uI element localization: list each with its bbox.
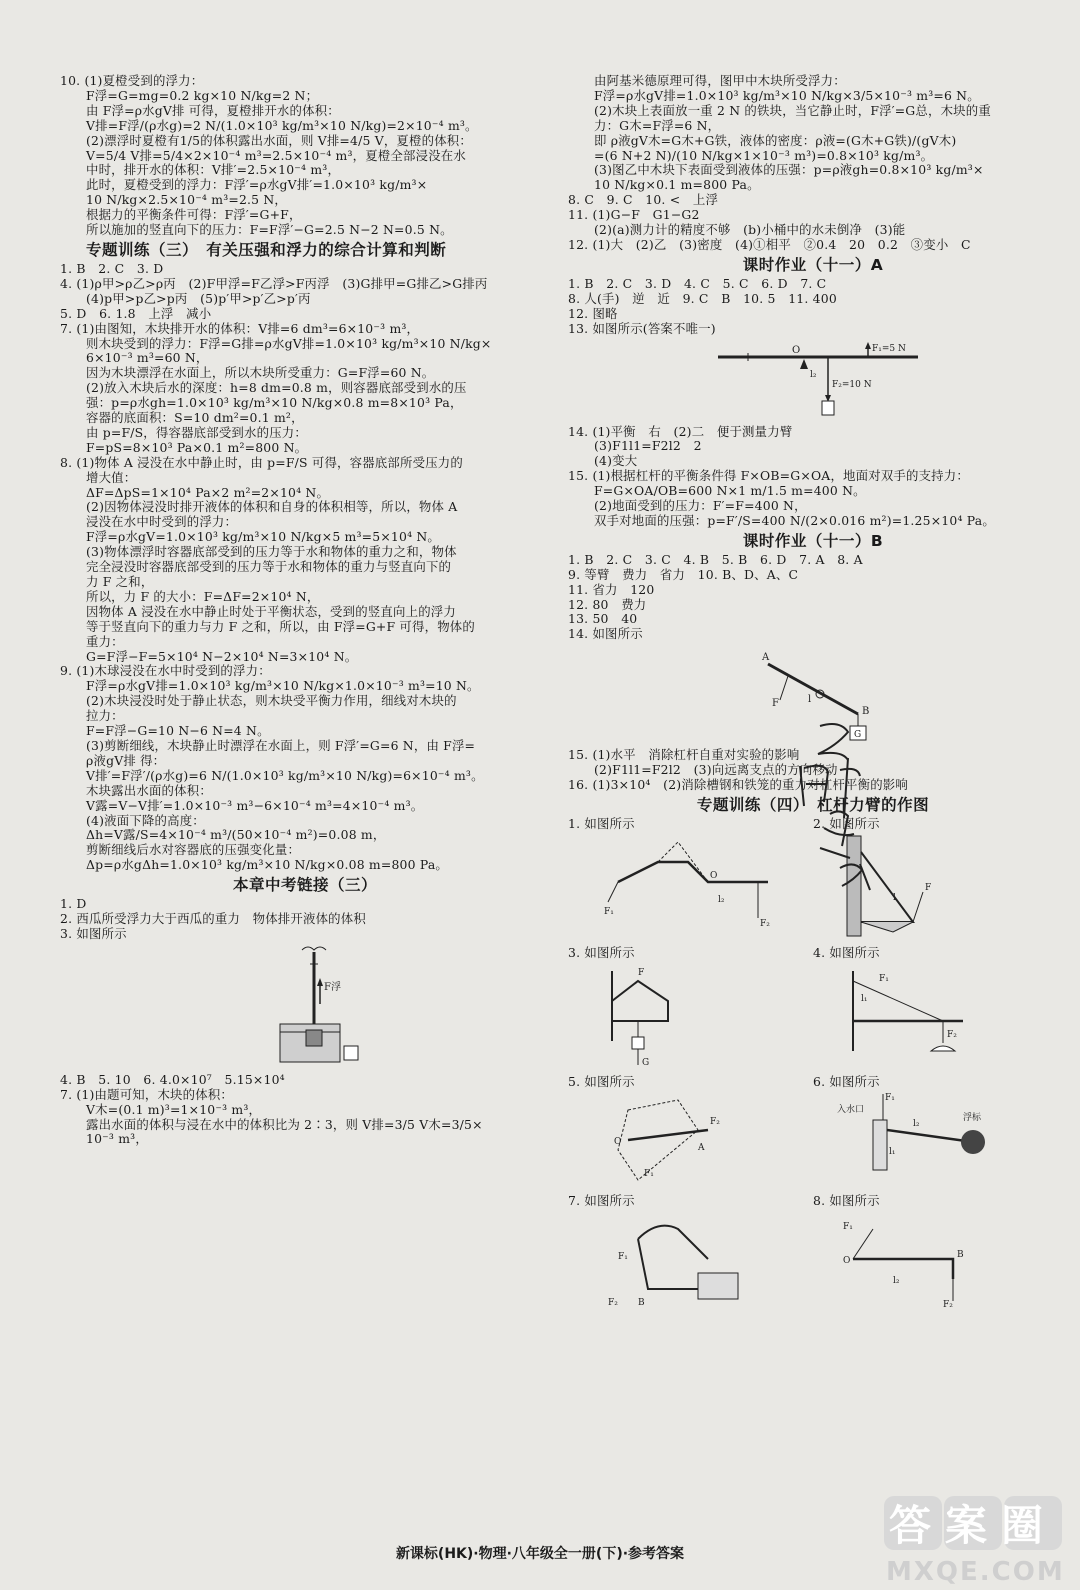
answer-line: 强：p=ρ水gh=1.0×10³ kg/m³×10 N/kg×0.8 m=8×10³ Pa， bbox=[86, 395, 463, 411]
answer-line: 完全浸没时容器底部受到的压力等于水和物体的重力与竖直向下的 bbox=[86, 559, 452, 575]
answer-line: 8. 人(手) 逆 近 9. C B 10. 5 11. 400 bbox=[568, 290, 837, 306]
answer-line: 增大值： bbox=[86, 469, 137, 485]
answer-line: ρ液gV排 得： bbox=[86, 752, 166, 768]
f2-label: F₂=10 N bbox=[832, 379, 872, 390]
figure-caption: 3. 如图所示 bbox=[568, 944, 635, 960]
answer-line: (2)漂浮时夏橙有1/5的体积露出水面，则 V排=4/5 V，夏橙的体积： bbox=[86, 132, 472, 148]
figure-cell-f4 bbox=[813, 946, 1058, 1075]
left-column bbox=[60, 74, 550, 1147]
section-heading: 本章中考链接（三） bbox=[232, 876, 377, 895]
answer-line: 14. (1)平衡 右 (2)二 便于测量力臂 bbox=[568, 423, 793, 439]
watermark-url: MXQE.COM bbox=[886, 1557, 1065, 1587]
svg-text:F₂: F₂ bbox=[760, 918, 770, 929]
answer-line: 4. (1)ρ甲>ρ乙>ρ丙 (2)F甲浮=F乙浮>F丙浮 (3)G排甲=G排乙>G排丙 bbox=[60, 275, 488, 291]
answer-line: 双手对地面的压强：p=F′/S=400 N/(2×0.016 m²)=1.25×10⁴ Pa。 bbox=[594, 512, 995, 528]
section-heading: 课时作业（十一）A bbox=[742, 255, 884, 274]
figure-caption: 5. 如图所示 bbox=[568, 1073, 635, 1089]
figure-caption: 8. 如图所示 bbox=[813, 1192, 880, 1208]
svg-text:l₂: l₂ bbox=[913, 1118, 920, 1129]
answer-line: 8. C 9. C 10. < 上浮 bbox=[568, 192, 719, 208]
svg-text:F: F bbox=[638, 967, 645, 978]
svg-text:F₁: F₁ bbox=[618, 1251, 628, 1262]
svg-text:A: A bbox=[698, 1142, 705, 1153]
answer-line: 因为木块漂浮在水面上，所以木块所受重力：G=F浮=60 N。 bbox=[86, 365, 435, 381]
answer-line: F=pS=8×10³ Pa×0.1 m²=800 N。 bbox=[86, 439, 308, 455]
handwritten-scribble bbox=[760, 718, 910, 898]
figure-caption: 7. 如图所示 bbox=[568, 1192, 635, 1208]
svg-text:G: G bbox=[854, 730, 862, 741]
answer-line: 4. B 5. 10 6. 4.0×10⁷ 5.15×10⁴ bbox=[60, 1071, 285, 1087]
svg-text:F₁: F₁ bbox=[885, 1092, 895, 1103]
page-footer: 新课标(HK)·物理·八年级全一册(下)·参考答案 bbox=[395, 1546, 685, 1562]
answer-line: 13. 50 40 bbox=[568, 611, 638, 627]
svg-text:F: F bbox=[925, 882, 932, 893]
figure-row bbox=[568, 1194, 1058, 1313]
svg-text:F₁: F₁ bbox=[644, 1168, 654, 1179]
answer-line: 7. (1)由图知，木块排开水的体积：V排=6 dm³=6×10⁻³ m³， bbox=[60, 320, 420, 336]
section-heading: 课时作业（十一）B bbox=[742, 531, 884, 550]
answer-line: 9. (1)木球浸没在水中时受到的浮力： bbox=[60, 663, 271, 679]
svg-text:B: B bbox=[862, 706, 870, 718]
buoyancy-figure bbox=[60, 944, 550, 1069]
answer-line: (2)放入木块后水的深度：h=8 dm=0.8 m，则容器底部受到水的压 bbox=[86, 380, 467, 396]
figure-cell-f3 bbox=[568, 946, 813, 1075]
answer-line: 16. (1)3×10⁴ (2)消除槽钢和铁笼的重力对杠杆平衡的影响 bbox=[568, 777, 908, 793]
answer-line: (4)p甲>p乙>p丙 (5)p′甲>p′乙>p′丙 bbox=[86, 290, 311, 306]
answer-line: 1. B 2. C 3. D 4. C 5. C 6. D 7. C bbox=[568, 275, 827, 291]
answer-line: 1. D bbox=[60, 896, 87, 912]
answer-line: Δp=ρ水gΔh=1.0×10³ kg/m³×10 N/kg×0.08 m=800 Pa。 bbox=[86, 857, 448, 873]
answer-line: V木=(0.1 m)³=1×10⁻³ m³， bbox=[86, 1101, 262, 1117]
figure-cell-f7 bbox=[568, 1194, 813, 1313]
float-label: 浮标 bbox=[963, 1112, 982, 1123]
answer-line: 15. (1)根据杠杆的平衡条件得 F×OB=G×OA，地面对双手的支持力： bbox=[568, 468, 969, 484]
answer-line: 12. 80 费力 bbox=[568, 596, 647, 612]
answer-line: 3. 如图所示 bbox=[60, 925, 127, 941]
section-heading: 专题训练（三） 有关压强和浮力的综合计算和判断 bbox=[86, 240, 447, 259]
answer-line: 即 ρ液gV木=G木+G铁，液体的密度：ρ液=(G木+G铁)/(gV木) bbox=[594, 132, 957, 148]
svg-text:A: A bbox=[762, 652, 770, 664]
answer-line: 10 N/kg×0.1 m=800 Pa。 bbox=[594, 177, 760, 193]
answer-line: (2)(a)测力计的精度不够 (b)小桶中的水未倒净 (3)能 bbox=[594, 222, 906, 238]
svg-text:O: O bbox=[710, 870, 718, 881]
answer-line: 剪断细线后水对容器底的压强变化量： bbox=[86, 842, 301, 858]
answer-line: 7. (1)由题可知，木块的体积： bbox=[60, 1086, 234, 1102]
f1-label: F₁=5 N bbox=[872, 343, 906, 354]
answer-line: 15. (1)水平 消除杠杆自重对实验的影响 bbox=[568, 747, 800, 763]
answer-line: V露=V−V排′=1.0×10⁻³ m³−6×10⁻⁴ m³=4×10⁻⁴ m³。 bbox=[86, 797, 424, 813]
answer-line: 力 F 之和， bbox=[86, 574, 154, 589]
svg-text:O: O bbox=[843, 1255, 851, 1266]
answer-line: 10⁻³ m³， bbox=[86, 1131, 148, 1147]
answer-line: 12. (1)大 (2)乙 (3)密度 (4)①相平 ②0.4 20 0.2 ③变小 C bbox=[568, 236, 971, 252]
answer-line: 由阿基米德原理可得，图甲中木块所受浮力： bbox=[594, 73, 846, 88]
answer-line: 此时，夏橙受到的浮力：F浮′=ρ水gV排′=1.0×10³ kg/m³× bbox=[86, 177, 428, 193]
svg-text:l₁: l₁ bbox=[861, 993, 868, 1004]
answer-line: V=5/4 V排=5/4×2×10⁻⁴ m³=2.5×10⁻⁴ m³，夏橙全部浸没在水 bbox=[86, 147, 466, 163]
answer-line: F=G×OA/OB=600 N×1 m/1.5 m=400 N。 bbox=[594, 483, 866, 499]
answer-line: (2)因物体浸没时排开液体的体积和自身的体积相等，所以，物体 A bbox=[86, 499, 458, 515]
figure-caption: 2. 如图所示 bbox=[813, 816, 880, 831]
answer-line: 11. (1)G−F G1−G2 bbox=[568, 207, 700, 223]
answer-line: F浮=ρ水gV=1.0×10³ kg/m³×10 N/kg×5 m³=5×10⁴ N。 bbox=[86, 529, 441, 545]
answer-line: 所以施加的竖直向下的压力：F=F浮′−G=2.5 N−2 N=0.5 N。 bbox=[86, 222, 453, 238]
answer-line: 由 F浮=ρ水gV排 可得，夏橙排开水的体积： bbox=[86, 102, 340, 118]
figure-cell-f6 bbox=[813, 1075, 1058, 1194]
answer-line: F浮=G=mg=0.2 kg×10 N/kg=2 N； bbox=[86, 87, 319, 103]
svg-text:F₂: F₂ bbox=[608, 1297, 618, 1308]
svg-text:F₁: F₁ bbox=[843, 1221, 853, 1232]
answer-line: 中时，排开水的体积：V排′=2.5×10⁻⁴ m³， bbox=[86, 162, 341, 178]
answer-line: 1. B 2. C 3. C 4. B 5. B 6. D 7. A 8. A bbox=[568, 551, 863, 567]
answer-line: (2)地面受到的压力：F′=F=400 N， bbox=[594, 498, 807, 514]
answer-line: 9. 等臂 费力 省力 10. B、D、A、C bbox=[568, 566, 799, 582]
figure-caption: 1. 如图所示 bbox=[568, 816, 635, 831]
answer-line: 则木块受到的浮力：F浮=G排=ρ水gV排=1.0×10³ kg/m³×10 N/kg× bbox=[86, 335, 492, 351]
figure-row bbox=[568, 946, 1058, 1075]
svg-text:l₂: l₂ bbox=[810, 369, 817, 380]
answer-line: 10. (1)夏橙受到的浮力： bbox=[60, 73, 204, 88]
svg-text:B: B bbox=[957, 1249, 964, 1260]
svg-text:B: B bbox=[638, 1297, 645, 1308]
svg-text:l: l bbox=[893, 892, 896, 903]
answer-line: 力：G木=F浮=6 N， bbox=[594, 117, 721, 133]
svg-text:O: O bbox=[792, 344, 801, 356]
svg-text:F₂: F₂ bbox=[710, 1116, 720, 1127]
answer-line: (2)F1l1=F2l2 (3)向远离支点的方向移动 bbox=[594, 762, 838, 778]
answer-line: (2)木块上表面放一重 2 N 的铁块，当它静止时，F浮′=G总，木块的重 bbox=[594, 102, 991, 118]
figure-caption: 4. 如图所示 bbox=[813, 944, 880, 960]
answer-line: =(6 N+2 N)/(10 N/kg×1×10⁻³ m³)=0.8×10³ kg/m³。 bbox=[594, 147, 934, 163]
answer-line: F浮=ρ水gV排=1.0×10³ kg/m³×10 N/kg×3/5×10⁻³ m³=6 N。 bbox=[594, 87, 980, 103]
answer-line: ΔF=ΔpS=1×10⁴ Pa×2 m²=2×10⁴ N。 bbox=[86, 484, 330, 500]
figure-row bbox=[568, 1075, 1058, 1194]
svg-text:F₂: F₂ bbox=[943, 1299, 953, 1310]
answer-line: 容器的底面积：S=10 dm²=0.1 m²， bbox=[86, 410, 304, 426]
answer-line: (4)变大 bbox=[594, 453, 638, 469]
svg-text:答案圈: 答案圈 bbox=[888, 1501, 1058, 1550]
answer-line: 重力： bbox=[86, 633, 124, 649]
section-heading: 专题训练（四） 杠杆力臂的作图 bbox=[696, 796, 930, 814]
svg-text:O: O bbox=[614, 1136, 622, 1147]
answer-line: 由 p=F/S，得容器底部受到水的压力： bbox=[86, 424, 307, 440]
answer-line: 8. (1)物体 A 浸没在水中静止时，由 p=F/S 可得，容器底部所受压力的 bbox=[60, 454, 463, 470]
svg-text:l: l bbox=[808, 694, 812, 706]
svg-text:G: G bbox=[642, 1057, 650, 1068]
figure-cell-f5 bbox=[568, 1075, 813, 1194]
answer-line: (3)F1l1=F2l2 2 bbox=[594, 438, 702, 454]
right-column bbox=[568, 74, 1058, 1313]
svg-text:F₁: F₁ bbox=[879, 973, 889, 984]
answer-line: (3)剪断细线，木块静止时漂浮在水面上，则 F浮′=G=6 N，由 F浮= bbox=[86, 737, 476, 753]
answer-line: V排′=F浮′/(ρ水g)=6 N/(1.0×10³ kg/m³×10 N/kg)=6×10⁻⁴ m³。 bbox=[86, 767, 484, 783]
figure-caption: 6. 如图所示 bbox=[813, 1073, 880, 1089]
answer-line: 拉力： bbox=[86, 708, 124, 724]
answer-line: 所以，力 F 的大小：F=ΔF=2×10⁴ N， bbox=[86, 588, 320, 604]
answer-line: 12. 图略 bbox=[568, 305, 618, 321]
answer-line: 因物体 A 浸没在水中静止时处于平衡状态，受到的竖直向上的浮力 bbox=[86, 603, 456, 619]
svg-text:l₁: l₁ bbox=[889, 1146, 896, 1157]
answer-line: G=F浮−F=5×10⁴ N−2×10⁴ N=3×10⁴ N。 bbox=[86, 648, 358, 664]
figure-cell-f8 bbox=[813, 1194, 1058, 1313]
answer-line: Δh=V露/S=4×10⁻⁴ m³/(50×10⁻⁴ m²)=0.08 m， bbox=[86, 827, 386, 843]
answer-line: (4)液面下降的高度： bbox=[86, 812, 205, 828]
answer-line: (3)图乙中木块下表面受到液体的压强：p=ρ液gh=0.8×10³ kg/m³× bbox=[594, 162, 984, 178]
inlet-label: 入水口 bbox=[837, 1104, 865, 1115]
answer-line: F浮=ρ水gV排=1.0×10³ kg/m³×10 N/kg×1.0×10⁻³ m³=10 N。 bbox=[86, 678, 480, 694]
answer-line: 木块露出水面的体积： bbox=[86, 782, 212, 798]
answer-line: 6×10⁻³ m³=60 N， bbox=[86, 350, 209, 366]
lever-figure-13 bbox=[568, 339, 1058, 421]
svg-text:F₂: F₂ bbox=[947, 1029, 957, 1040]
answer-line: V排=F浮/(ρ水g)=2 N/(1.0×10³ kg/m³×10 N/kg)=2×10⁻⁴ m³。 bbox=[86, 117, 478, 133]
answer-line: 1. B 2. C 3. D bbox=[60, 260, 164, 276]
answer-line: 根据力的平衡条件可得：F浮′=G+F， bbox=[86, 207, 302, 223]
answer-line: 10 N/kg×2.5×10⁻⁴ m³=2.5 N， bbox=[86, 192, 288, 208]
svg-text:F₁: F₁ bbox=[604, 906, 614, 917]
answer-line: (2)木块浸没时处于静止状态，则木块受平衡力作用，细线对木块的 bbox=[86, 693, 457, 709]
answer-line: 2. 西瓜所受浮力大于西瓜的重力 物体排开液体的体积 bbox=[60, 911, 366, 927]
answer-line: 14. 如图所示 bbox=[568, 626, 643, 642]
answer-line: 13. 如图所示(答案不唯一) bbox=[568, 320, 716, 336]
buoyancy-force-label: F浮 bbox=[324, 981, 341, 993]
svg-text:F: F bbox=[772, 698, 779, 710]
answer-line: 露出水面的体积与浸在水中的体积比为 2∶3，则 V排=3/5 V木=3/5× bbox=[86, 1116, 483, 1132]
svg-text:l₂: l₂ bbox=[893, 1275, 900, 1286]
answer-line: 11. 省力 120 bbox=[568, 581, 655, 597]
answer-line: (3)物体漂浮时容器底部受到的压力等于水和物体的重力之和，物体 bbox=[86, 544, 457, 560]
answer-line: F=F浮−G=10 N−6 N=4 N。 bbox=[86, 723, 270, 739]
svg-text:l₂: l₂ bbox=[718, 894, 725, 905]
answer-line: 浸没在水中时受到的浮力： bbox=[86, 514, 238, 530]
answer-line: 5. D 6. 1.8 上浮 减小 bbox=[60, 305, 212, 321]
answer-line: 等于竖直向下的重力与力 F 之和，所以，由 F浮=G+F 可得，物体的 bbox=[86, 618, 475, 634]
